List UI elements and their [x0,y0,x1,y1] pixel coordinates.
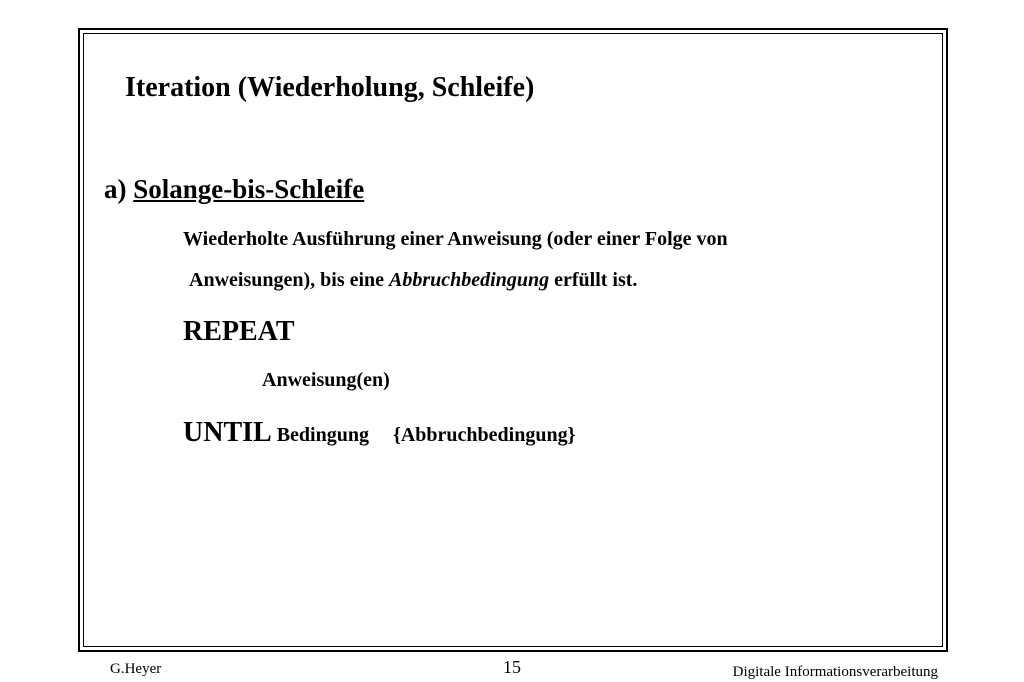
footer-author: G.Heyer [110,661,162,677]
condition-comment: {Abbruchbedingung} [392,424,576,446]
description-line-2-end: erfüllt ist. [549,269,638,291]
keyword-until: UNTIL [183,417,272,448]
description-line-2 [189,270,637,290]
section-prefix: a) [104,174,134,204]
footer-page-number: 15 [503,657,521,677]
section-heading-text: Solange-bis-Schleife [133,174,365,204]
until-line [183,419,575,447]
condition-text: Bedingung [271,424,369,446]
description-line-2-italic: Abbruchbedingung [389,269,550,291]
footer-course: Digitale Informationsverarbeitung [732,664,938,680]
description-line-2-start: Anweisungen), bis eine [189,269,390,291]
keyword-repeat: REPEAT [183,316,295,347]
slide-title: Iteration (Wiederholung, Schleife) [125,72,535,103]
section-heading [104,176,364,203]
description-line-1: Wiederholte Ausführung einer Anweisung (oder einer Folge von [183,228,728,250]
loop-statement: Anweisung(en) [262,369,390,391]
